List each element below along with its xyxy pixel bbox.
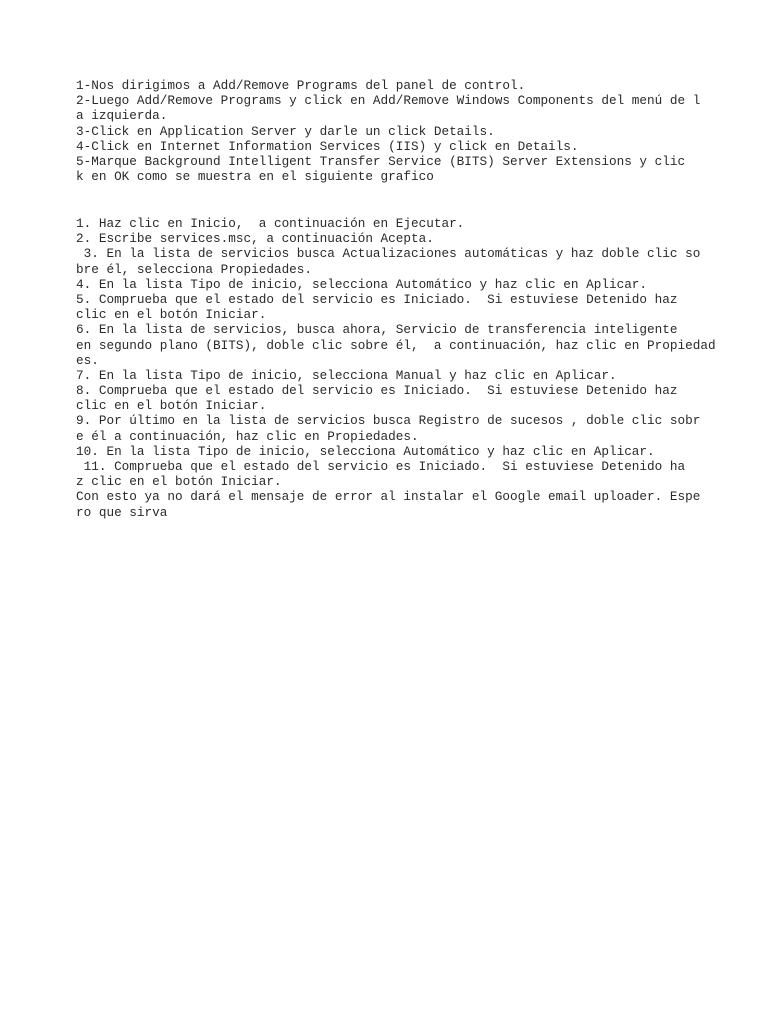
text-line: 1-Nos dirigimos a Add/Remove Programs del panel de control. [76,78,526,93]
text-line: 8. Comprueba que el estado del servicio es Iniciado. Si estuviese Detenido haz [76,383,678,399]
instructions-services [76,216,736,520]
text-line: es. [76,352,99,368]
instructions-add-remove-components [76,78,736,184]
text-line: z clic en el botón Iniciar. [76,474,282,490]
text-line: a izquierda. [76,108,168,124]
text-line: 3-Click en Application Server y darle un click Details. [76,123,495,139]
text-line: clic en el botón Iniciar. [76,398,267,414]
text-line: 4. En la lista Tipo de inicio, selecciona Automático y haz clic en Aplicar. [76,276,648,292]
text-line: bre él, selecciona Propiedades. [76,261,313,277]
text-line: 10. En la lista Tipo de inicio, selecciona Automático y haz clic en Aplicar. [76,443,655,459]
text-line: 5. Comprueba que el estado del servicio es Iniciado. Si estuviese Detenido haz [76,291,678,307]
text-line: e él a continuación, haz clic en Propiedades. [76,428,419,444]
text-line: ro que sirva [76,504,168,520]
text-line: Con esto ya no dará el mensaje de error al instalar el Google email uploader. Espe [76,489,701,505]
text-line: 3. En la lista de servicios busca Actualizaciones automáticas y haz doble clic so [76,246,701,262]
text-line: 5-Marque Background Intelligent Transfer Service (BITS) Server Extensions y clic [76,153,686,169]
text-line: 2. Escribe services.msc, a continuación Acepta. [76,231,434,247]
text-line: 4-Click en Internet Information Services (IIS) y click en Details. [76,138,579,154]
text-line: 1. Haz clic en Inicio, a continuación en Ejecutar. [76,216,465,231]
text-line: 7. En la lista Tipo de inicio, selecciona Manual y haz clic en Aplicar. [76,367,617,383]
text-line: k en OK como se muestra en el siguiente grafico [76,169,434,185]
text-line: clic en el botón Iniciar. [76,307,267,323]
text-line: 9. Por último en la lista de servicios busca Registro de sucesos , doble clic sobr [76,413,701,429]
text-line: 6. En la lista de servicios, busca ahora, Servicio de transferencia inteligente [76,322,678,338]
text-line: 11. Comprueba que el estado del servicio es Iniciado. Si estuviese Detenido ha [76,459,686,474]
text-line: 2-Luego Add/Remove Programs y click en Add/Remove Windows Components del menú de l [76,93,701,109]
text-line: en segundo plano (BITS), doble clic sobre él, a continuación, haz clic en Propiedad [76,337,716,353]
